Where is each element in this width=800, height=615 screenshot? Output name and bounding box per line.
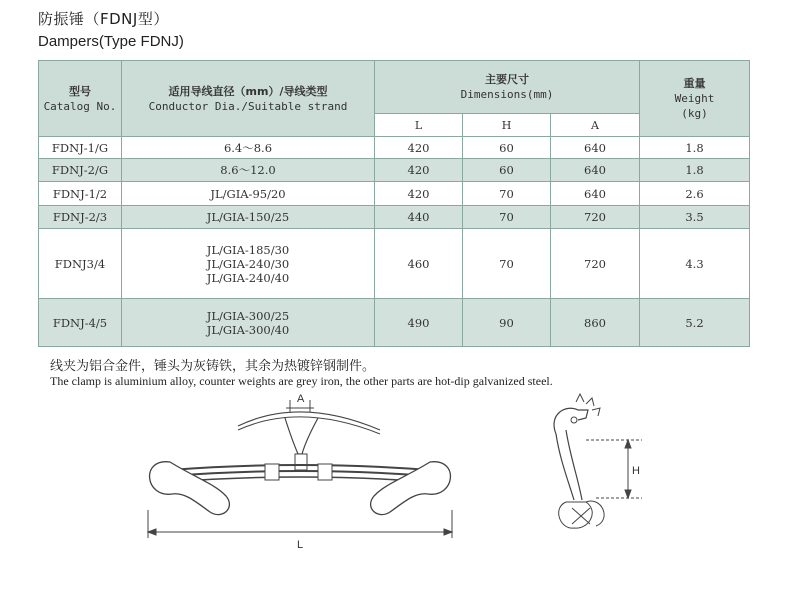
cell-conductor [122,159,375,182]
clamp-arm [556,434,574,500]
conductor-line: JL/GIA-300/40 [206,322,290,337]
messenger-wire [170,477,430,482]
dim-h-label: H [632,465,640,477]
cell-model: FDNJ3/4 [39,229,122,299]
cell-h: 70 [463,229,551,299]
dim-l-arrow [444,529,452,535]
clamp-teeth [576,394,600,416]
cell-l: 420 [375,182,463,206]
header-weight-cn: 重量 [683,77,706,90]
cell-h: 90 [463,299,551,347]
conductor-line: JL/GIA-185/30 [206,242,290,257]
cell-weight: 1.8 [640,137,750,159]
cell-conductor [122,299,375,347]
cell-a: 720 [551,229,640,299]
conductor-line: JL/GIA-150/25 [206,210,290,224]
page-title-en: Dampers(Type FDNJ) [38,33,184,50]
conductor-line: 6.4～8.6 [223,140,273,155]
header-dimensions-en: Dimensions(mm) [460,88,554,101]
cell-l: 420 [375,137,463,159]
header-conductor [122,61,375,137]
material-note-en: The clamp is aluminium alloy, counter weights are grey iron, the other parts are hot-dip galvanized steel. [50,374,553,388]
cell-model: FDNJ-2/3 [39,206,122,229]
cell-l: 440 [375,206,463,229]
header-weight-en: Weight [674,92,715,105]
clamp-pin [571,417,577,423]
damper-technical-drawing [0,390,800,610]
page-title-cn: 防振锤（FDNJ型） [38,10,169,28]
spec-table [38,60,750,347]
cell-weight: 5.2 [640,299,750,347]
table-row [39,299,750,347]
cell-h: 60 [463,159,551,182]
dim-l-arrow [148,529,156,535]
dim-h-arrow [625,490,631,498]
cell-conductor [122,182,375,206]
cell-a: 860 [551,299,640,347]
header-catalog-cn: 型号 [69,84,91,98]
header-h: H [463,114,551,137]
conductor-line: JL/GIA-240/30 [206,256,290,271]
conductor-line: JL/GIA-300/25 [206,308,290,323]
header-catalog-en: Catalog No. [43,99,117,113]
cell-a: 720 [551,206,640,229]
conductor-cable [238,417,380,434]
clamp-arm [566,430,582,500]
cell-a: 640 [551,182,640,206]
header-conductor-en: Conductor Dia./Suitable strand [148,99,348,113]
cell-weight: 2.6 [640,182,750,206]
table-row [39,206,750,229]
header-dimensions-cn: 主要尺寸 [485,73,529,86]
cell-model: FDNJ-1/G [39,137,122,159]
right-counterweight [371,462,451,515]
header-conductor-cn: 适用导线直径（mm）/导线类型 [168,84,328,98]
dim-a-label: A [297,393,305,405]
dim-h-arrow [625,440,631,448]
header-a: A [551,114,640,137]
conductor-line: 8.6～12.0 [220,163,276,177]
conductor-line: JL/GIA-95/20 [210,186,286,201]
cell-weight: 3.5 [640,206,750,229]
header-weight-unit: (kg) [681,107,708,120]
cell-weight: 4.3 [640,229,750,299]
damper-front-view [148,400,452,538]
table-row [39,137,750,159]
table-row [39,159,750,182]
table-row [39,182,750,206]
cell-h: 60 [463,137,551,159]
cell-weight: 1.8 [640,159,750,182]
messenger-wire [170,471,430,476]
cell-a: 640 [551,137,640,159]
conductor-line: JL/GIA-240/40 [206,270,290,285]
header-weight [640,61,750,137]
cell-conductor [122,137,375,159]
header-dimensions [375,61,640,114]
cell-conductor [122,206,375,229]
cell-h: 70 [463,182,551,206]
side-counterweight [559,502,593,528]
cell-a: 640 [551,159,640,182]
cell-h: 70 [463,206,551,229]
cell-l: 460 [375,229,463,299]
header-l: L [375,114,463,137]
cell-model: FDNJ-4/5 [39,299,122,347]
damper-side-view [554,394,642,528]
crimp-sleeve [318,464,332,480]
header-catalog-no [39,61,122,137]
clamp-body [285,418,318,454]
crimp-sleeve [265,464,279,480]
clamp-bolt [295,454,307,470]
cell-model: FDNJ-1/2 [39,182,122,206]
material-note-cn: 线夹为铝合金件，锤头为灰铸铁，其余为热镀锌钢制件。 [50,359,376,374]
cell-model: FDNJ-2/G [39,159,122,182]
dim-l-label: L [297,539,304,551]
cell-conductor [122,229,375,299]
left-counterweight [150,462,230,515]
table-row [39,229,750,299]
spec-table-body [39,137,750,347]
cell-l: 490 [375,299,463,347]
conductor-cable [238,412,380,430]
cell-l: 420 [375,159,463,182]
